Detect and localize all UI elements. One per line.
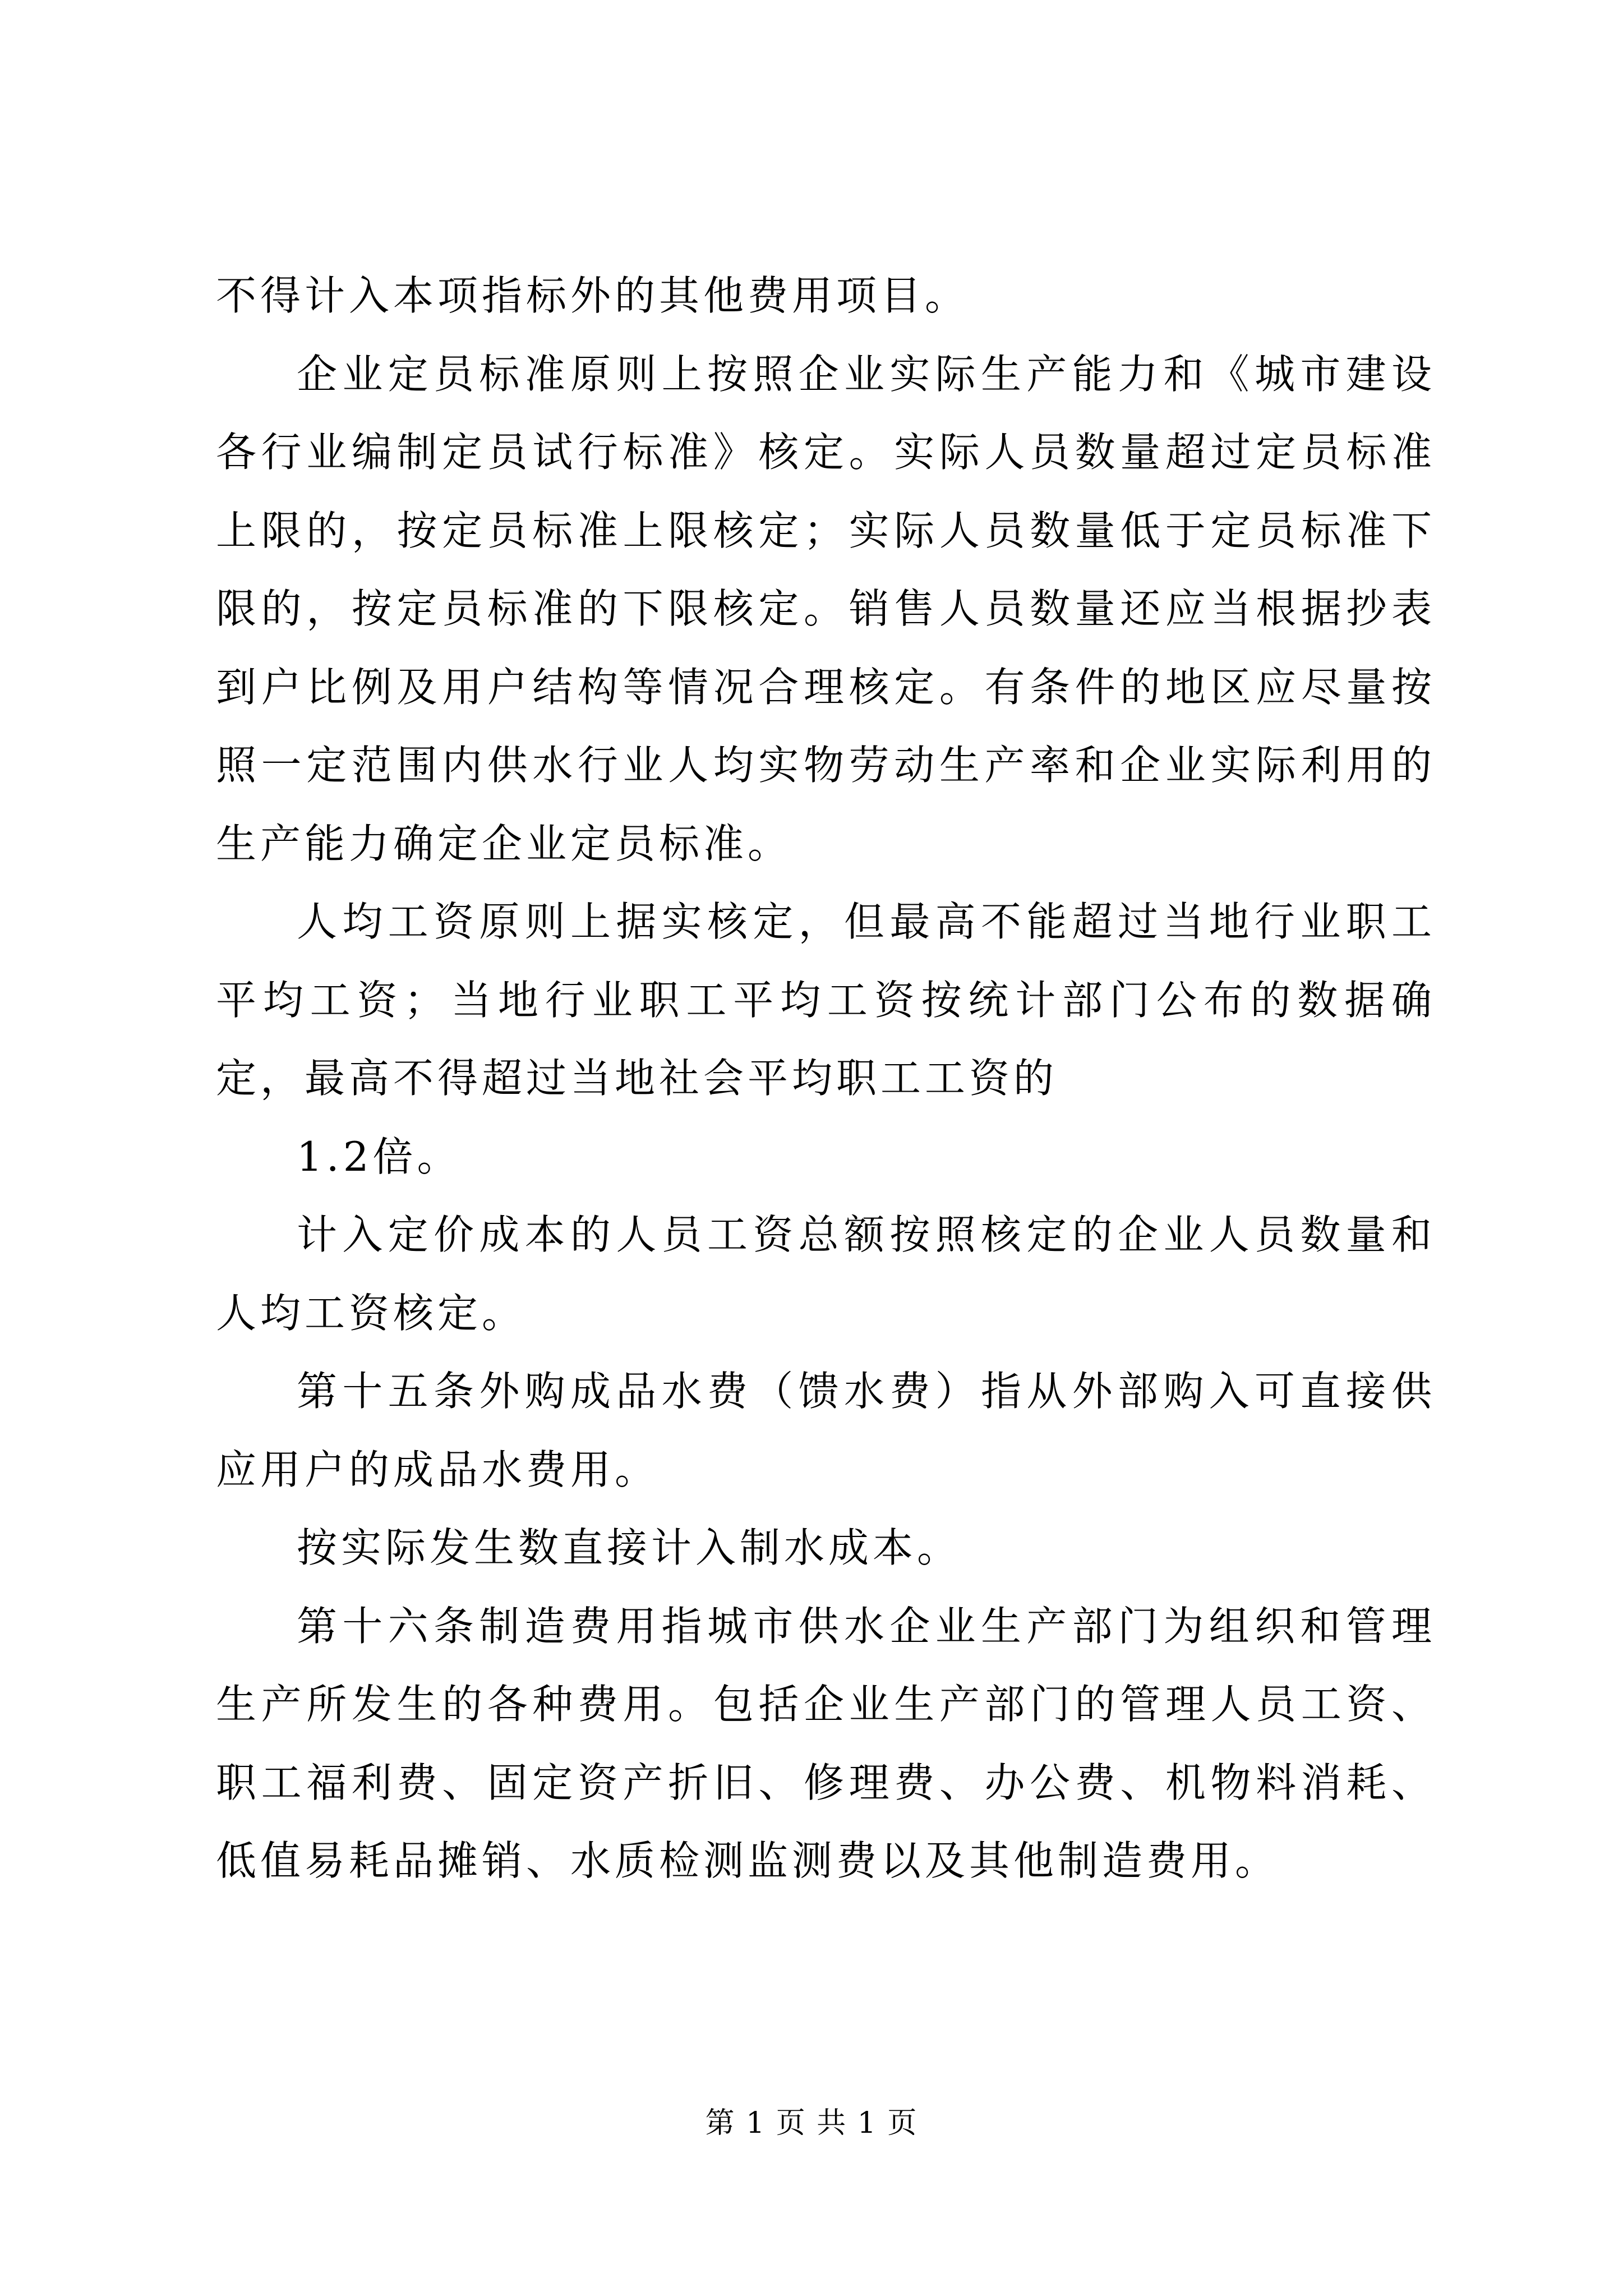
paragraph-article-16: 第十六条制造费用指城市供水企业生产部门为组织和管理生产所发生的各种费用。包括企业生产部门的管理人员工资、职工福利费、固定资产折旧、修理费、办公费、机物料消耗、低值易耗品摊销、水质检测监测费以及其他制造费用。 [216, 1602, 1436, 1884]
document-body [216, 257, 1436, 1901]
paragraph-wage-multiplier: 1.2倍。 [297, 1133, 462, 1180]
page-number: 第 1 页 共 1 页 [705, 2106, 918, 2140]
paragraph-average-wage: 人均工资原则上据实核定，但最高不能超过当地行业职工平均工资；当地行业职工平均工资按统计部门公布的数据确定，最高不得超过当地社会平均职工工资的 [216, 898, 1436, 1102]
paragraph-staffing-standard: 企业定员标准原则上按照企业实际生产能力和《城市建设各行业编制定员试行标准》核定。实际人员数量超过定员标准上限的，按定员标准上限核定；实际人员数量低于定员标准下限的，按定员标准的下限核定。销售人员数量还应当根据抄表到户比例及用户结构等情况合理核定。有条件的地区应尽量按照一定范围内供水行业人均实物劳动生产率和企业实际利用的生产能力确定企业定员标准。 [216, 350, 1436, 867]
paragraph-continuation: 不得计入本项指标外的其他费用项目。 [216, 272, 970, 319]
page-footer [0, 2104, 1623, 2143]
paragraph-total-wages: 计入定价成本的人员工资总额按照核定的企业人员数量和人均工资核定。 [216, 1211, 1436, 1337]
paragraph-article-15: 第十五条外购成品水费（馈水费）指从外部购入可直接供应用户的成品水费用。 [216, 1368, 1436, 1493]
paragraph-actual-cost: 按实际发生数直接计入制水成本。 [297, 1524, 962, 1571]
